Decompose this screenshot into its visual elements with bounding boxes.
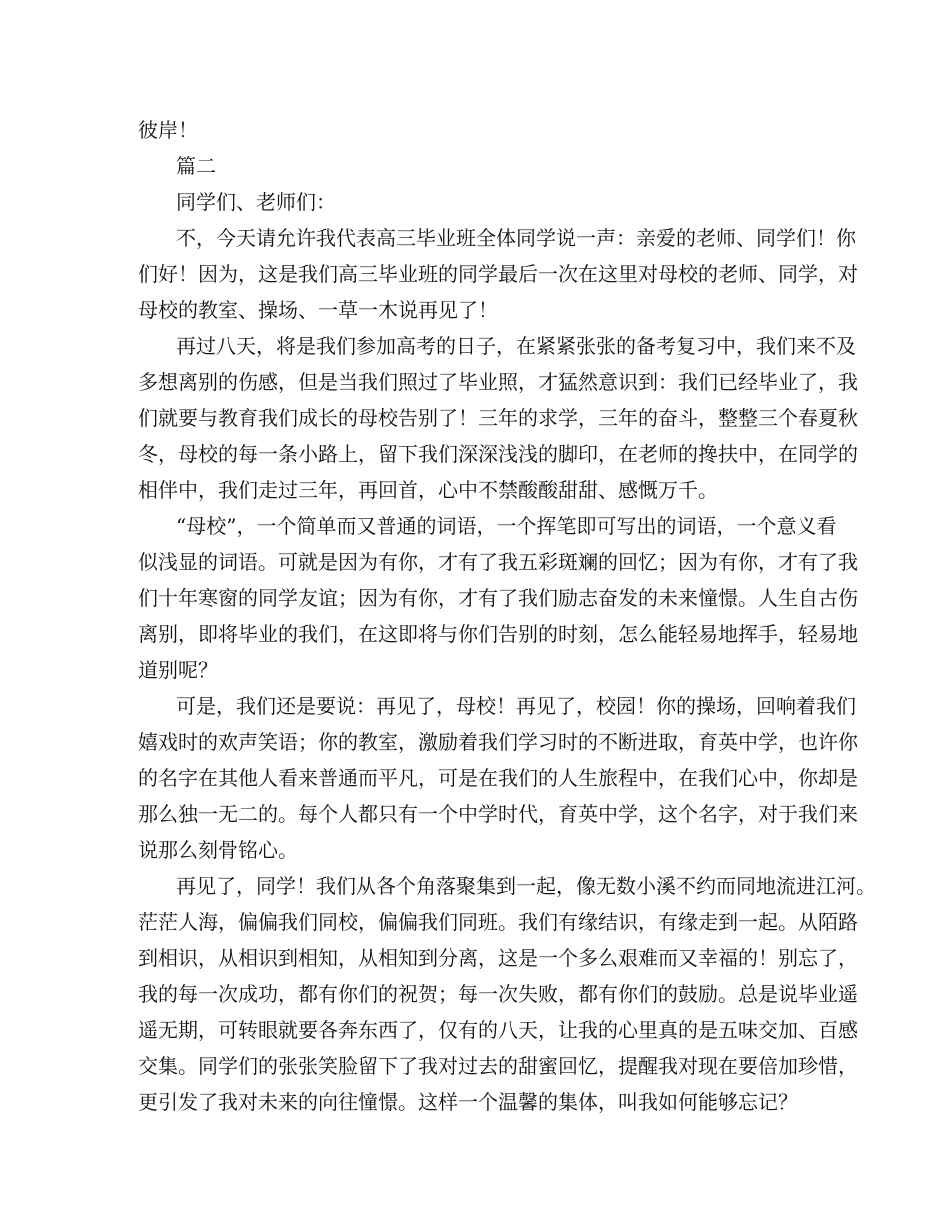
text-line: 我的每一次成功，都有你们的祝贺；每一次失败，都有你们的鼓励。总是说毕业遥 bbox=[138, 982, 858, 1006]
text-line: 的名字在其他人看来普通而平凡，可是在我们的人生旅程中，在我们心中，你却是 bbox=[138, 766, 858, 790]
salutation: 同学们、老师们： bbox=[176, 190, 336, 214]
text-line: 可是，我们还是要说：再见了，母校！再见了，校园！你的操场，回响着我们 bbox=[176, 694, 856, 718]
text-line: 嬉戏时的欢声笑语；你的教室，激励着我们学习时的不断进取，育英中学，也许你 bbox=[138, 730, 858, 754]
text-line: 再过八天，将是我们参加高考的日子，在紧紧张张的备考复习中，我们来不及 bbox=[176, 334, 856, 358]
text-line: 们就要与教育我们成长的母校告别了！三年的求学，三年的奋斗，整整三个春夏秋 bbox=[138, 406, 858, 430]
text-line: 再见了，同学！我们从各个角落聚集到一起，像无数小溪不约而同地流进江河。 bbox=[176, 874, 876, 898]
section-heading: 篇二 bbox=[176, 154, 216, 178]
text-line: “母校”，一个简单而又普通的词语，一个挥笔即可写出的词语，一个意义看 bbox=[176, 514, 837, 538]
text-line: 们好！因为，这是我们高三毕业班的同学最后一次在这里对母校的老师、同学，对 bbox=[138, 262, 858, 286]
text-line: 更引发了我对未来的向往憧憬。这样一个温馨的集体，叫我如何能够忘记？ bbox=[138, 1090, 798, 1114]
text-line: 那么独一无二的。每个人都只有一个中学时代，育英中学，这个名字，对于我们来 bbox=[138, 802, 858, 826]
text-line: 冬，母校的每一条小路上，留下我们深深浅浅的脚印，在老师的搀扶中，在同学的 bbox=[138, 442, 858, 466]
text-line: 不，今天请允许我代表高三毕业班全体同学说一声：亲爱的老师、同学们！你 bbox=[176, 226, 856, 250]
text-line: 道别呢？ bbox=[138, 658, 218, 682]
text-line: 说那么刻骨铭心。 bbox=[138, 838, 298, 862]
text-line: 们十年寒窗的同学友谊；因为有你，才有了我们励志奋发的未来憧憬。人生自古伤 bbox=[138, 586, 858, 610]
text-line: 到相识，从相识到相知，从相知到分离，这是一个多么艰难而又幸福的！别忘了， bbox=[138, 946, 858, 970]
text-line: 离别，即将毕业的我们，在这即将与你们告别的时刻，怎么能轻易地挥手，轻易地 bbox=[138, 622, 858, 646]
text-line: 似浅显的词语。可就是因为有你，才有了我五彩斑斓的回忆；因为有你，才有了我 bbox=[138, 550, 858, 574]
text-line: 遥无期，可转眼就要各奔东西了，仅有的八天，让我的心里真的是五味交加、百感 bbox=[138, 1018, 858, 1042]
text-line: 母校的教室、操场、一草一木说再见了！ bbox=[138, 298, 498, 322]
text-line: 交集。同学们的张张笑脸留下了我对过去的甜蜜回忆，提醒我对现在要倍加珍惜， bbox=[138, 1054, 858, 1078]
text-line: 多想离别的伤感，但是当我们照过了毕业照，才猛然意识到：我们已经毕业了，我 bbox=[138, 370, 858, 394]
text-line: 相伴中，我们走过三年，再回首，心中不禁酸酸甜甜、感慨万千。 bbox=[138, 478, 718, 502]
text-line: 彼岸！ bbox=[138, 118, 198, 142]
text-line: 茫茫人海，偏偏我们同校，偏偏我们同班。我们有缘结识，有缘走到一起。从陌路 bbox=[138, 910, 858, 934]
